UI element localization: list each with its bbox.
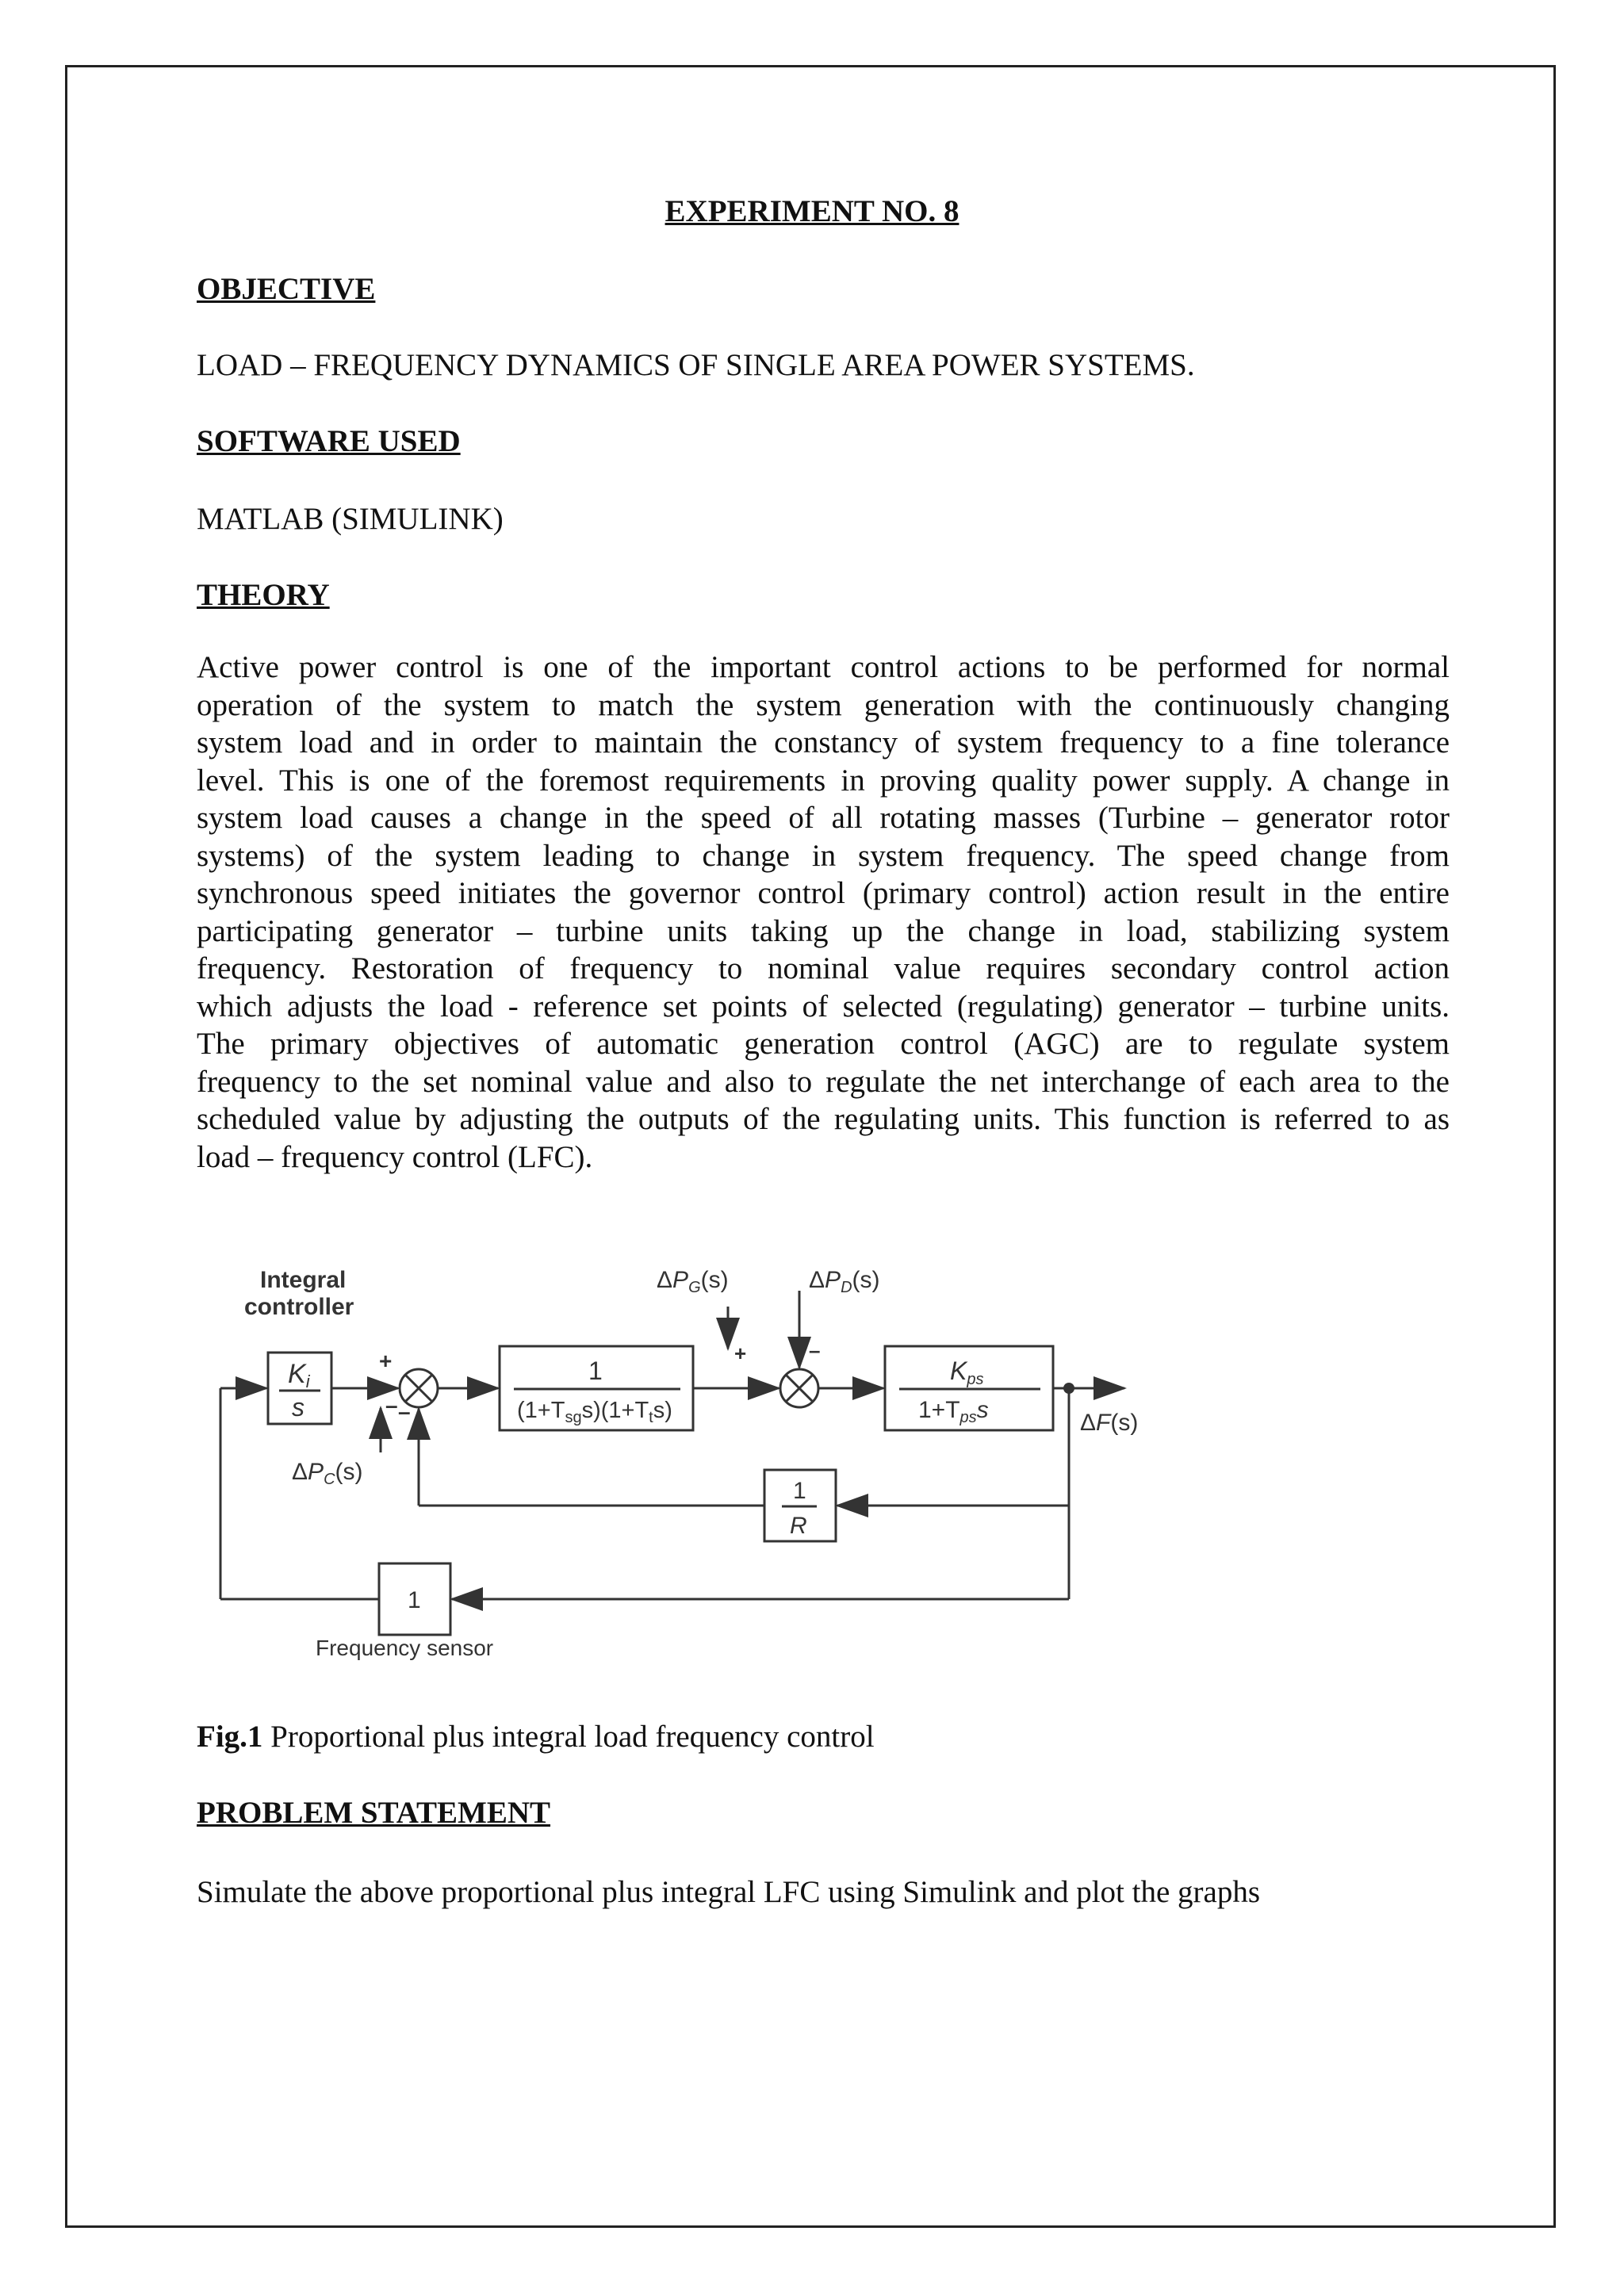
plus-sign-1: + xyxy=(379,1349,393,1373)
problem-text: Simulate the above proportional plus integral LFC using Simulink and plot the graphs xyxy=(197,1875,1261,1909)
controller-s-text: s xyxy=(292,1393,304,1422)
output-node xyxy=(1063,1383,1074,1394)
theory-line: participating generator – turbine units taking up the change in load, stabilizing system xyxy=(197,913,1450,948)
objective-text: LOAD – FREQUENCY DYNAMICS OF SINGLE AREA POWER SYSTEMS. xyxy=(197,348,1195,382)
frequency-sensor-label: Frequency sensor xyxy=(316,1636,494,1660)
theory-line: load – frequency control (LFC). xyxy=(197,1139,593,1174)
theory-line: synchronous speed initiates the governor control (primary control) action result in the entire xyxy=(197,876,1450,910)
minus-sign-1: – xyxy=(385,1393,398,1418)
delta-pc-label: $\Delta P_C(s)$ xyxy=(292,1459,363,1488)
theory-heading: THEORY xyxy=(197,578,330,612)
figure-caption-text: Proportional plus integral load frequency control xyxy=(262,1720,875,1754)
ki-text: Ki xyxy=(288,1359,310,1391)
theory-line: frequency. Restoration of frequency to nominal value requires secondary control action xyxy=(197,951,1450,985)
figure-label: Fig.1 xyxy=(197,1720,263,1754)
objective-heading: OBJECTIVE xyxy=(197,272,376,306)
delta-f-label: ΔF(s) xyxy=(1080,1410,1139,1436)
governor-numerator: 1 xyxy=(588,1357,603,1385)
theory-paragraph xyxy=(197,649,1450,1176)
controller-label-1: Integral xyxy=(260,1267,347,1293)
plus-sign-2: + xyxy=(734,1341,747,1365)
minus-sign-3: – xyxy=(809,1338,821,1362)
theory-line: frequency to the set nominal value and also to regulate the net interchange of each area to the xyxy=(197,1064,1450,1099)
theory-line: scheduled value by adjusting the outputs of the regulating units. This function is referred to as xyxy=(197,1102,1450,1136)
software-text: MATLAB (SIMULINK) xyxy=(197,502,504,536)
lfc-diagram-svg xyxy=(213,1249,1164,1662)
theory-line: level. This is one of the foremost requirements in proving quality power supply. A change in xyxy=(197,763,1450,798)
droop-denominator: R xyxy=(790,1513,807,1539)
governor-denominator: $(1+T_{sg}s)(1+T_ts)$ xyxy=(517,1398,672,1426)
figure-caption xyxy=(197,1719,875,1755)
theory-line: system load causes a change in the speed of all rotating masses (Turbine – generator rotor xyxy=(197,801,1450,835)
theory-line: operation of the system to match the system generation with the continuously changing xyxy=(197,687,1450,722)
lfc-block-diagram xyxy=(213,1249,1164,1666)
theory-line: systems) of the system leading to change in system frequency. The speed change from xyxy=(197,838,1450,873)
theory-line: which adjusts the load - reference set points of selected (regulating) generator – turbine units. xyxy=(197,989,1450,1024)
theory-line: The primary objectives of automatic generation control (AGC) are to regulate system xyxy=(197,1027,1450,1061)
problem-heading: PROBLEM STATEMENT xyxy=(197,1796,551,1830)
kps-numerator: Kps xyxy=(950,1357,984,1388)
sensor-value: 1 xyxy=(408,1587,421,1613)
experiment-title: EXPERIMENT NO. 8 xyxy=(665,194,959,228)
software-heading: SOFTWARE USED xyxy=(197,424,461,458)
controller-label-2: controller xyxy=(244,1294,354,1320)
theory-line: Active power control is one of the important control actions to be performed for normal xyxy=(197,650,1450,684)
theory-line: system load and in order to maintain the constancy of system frequency to a fine tolerance xyxy=(197,725,1450,760)
droop-numerator: 1 xyxy=(793,1478,806,1504)
minus-sign-2: – xyxy=(398,1399,411,1424)
delta-pg-label: $\Delta P_G(s)$ xyxy=(657,1267,729,1296)
kps-denominator: $1+T_{ps}s$ xyxy=(918,1397,989,1426)
delta-pd-label: $\Delta P_D(s)$ xyxy=(809,1267,880,1296)
